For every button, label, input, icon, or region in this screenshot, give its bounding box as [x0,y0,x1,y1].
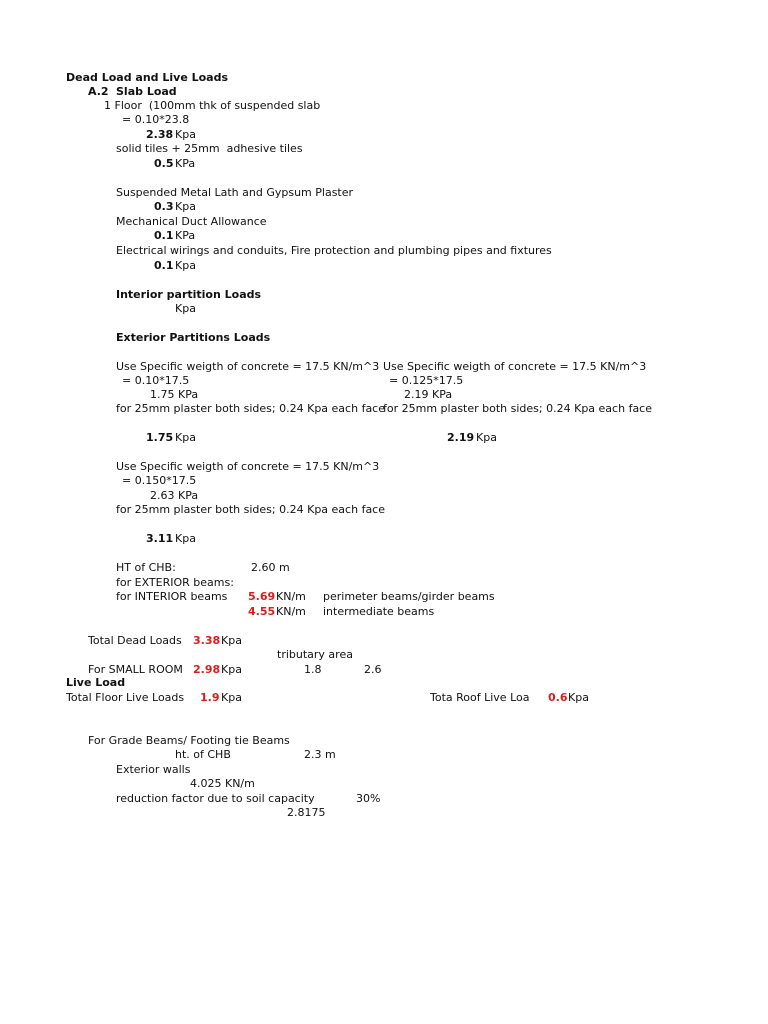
duct-value: 0.1 [154,229,174,242]
interior-unit: Kpa [175,302,196,315]
ext-a-calc: = 0.10*17.5 [122,374,190,387]
tiles-value: 0.5 [154,157,174,170]
reduction-label: reduction factor due to soil capacity [116,792,315,805]
tributary-label: tributary area [277,648,353,661]
ht-chb-value: 2.60 m [251,561,290,574]
floor-calc: = 0.10*23.8 [122,113,190,126]
floor-value: 2.38 [146,128,174,141]
total-dead-value: 3.38 [193,634,221,647]
ext-b-result: 2.19 KPa [404,388,453,401]
reduction-value: 30% [356,792,381,805]
beam-intermediate-desc: intermediate beams [323,605,435,618]
wiring-value: 0.1 [154,259,174,272]
ht-chb-label: HT of CHB: [116,561,176,574]
total-dead-unit: Kpa [221,634,242,647]
beam-perimeter-unit: KN/m [276,590,306,603]
ext-b-total-unit: Kpa [476,431,497,444]
ext-c-plaster: for 25mm plaster both sides; 0.24 Kpa each face [116,503,385,516]
ext-c-result: 2.63 KPa [150,489,199,502]
ht-chb2-label: ht. of CHB [175,748,231,761]
exterior-title: Exterior Partitions Loads [116,331,271,344]
ext-a-total-unit: Kpa [175,431,196,444]
ext-c-total-unit: Kpa [175,532,196,545]
floor-live-value: 1.9 [200,691,220,704]
roof-live-unit: Kpa [568,691,589,704]
interior-beams-label: for INTERIOR beams [116,590,228,603]
ext-c-total: 3.11 [146,532,174,545]
metal-lath-line: Suspended Metal Lath and Gypsum Plaster [116,186,354,199]
tributary-a: 1.8 [304,663,322,676]
exterior-walls-value: 4.025 KN/m [190,777,255,790]
section-title: Slab Load [116,85,177,98]
beam-perimeter-value: 5.69 [248,590,276,603]
total-dead-label: Total Dead Loads [88,634,182,647]
floor-line: 1 Floor (100mm thk of suspended slab [104,99,321,112]
ht-chb2-value: 2.3 m [304,748,336,761]
section-number: A.2 [88,85,109,98]
roof-live-value: 0.6 [548,691,568,704]
wiring-unit: Kpa [175,259,196,272]
beam-intermediate-value: 4.55 [248,605,276,618]
ext-c-calc: = 0.150*17.5 [122,474,197,487]
ext-a-line: Use Specific weigth of concrete = 17.5 KN/m^3 [116,360,380,373]
ext-a-result: 1.75 KPa [150,388,199,401]
duct-line: Mechanical Duct Allowance [116,215,267,228]
grade-beams-label: For Grade Beams/ Footing tie Beams [88,734,290,747]
document-title: Dead Load and Live Loads [66,71,229,84]
metal-lath-unit: Kpa [175,200,196,213]
reduced-value: 2.8175 [287,806,326,819]
beam-intermediate-unit: KN/m [276,605,306,618]
floor-unit: Kpa [175,128,196,141]
small-room-value: 2.98 [193,663,221,676]
exterior-beams-label: for EXTERIOR beams: [116,576,234,589]
ext-b-calc: = 0.125*17.5 [389,374,464,387]
wiring-line: Electrical wirings and conduits, Fire protection and plumbing pipes and fixtures [116,244,552,257]
metal-lath-value: 0.3 [154,200,174,213]
ext-b-plaster: for 25mm plaster both sides; 0.24 Kpa each face [383,402,652,415]
ext-a-plaster: for 25mm plaster both sides; 0.24 Kpa each face [116,402,385,415]
tiles-unit: KPa [175,157,196,170]
ext-b-total: 2.19 [447,431,475,444]
beam-perimeter-desc: perimeter beams/girder beams [323,590,495,603]
exterior-walls-label: Exterior walls [116,763,191,776]
ext-a-total: 1.75 [146,431,174,444]
ext-b-line: Use Specific weigth of concrete = 17.5 KN/m^3 [383,360,647,373]
small-room-unit: Kpa [221,663,242,676]
floor-live-unit: Kpa [221,691,242,704]
tiles-line: solid tiles + 25mm adhesive tiles [116,142,303,155]
small-room-label: For SMALL ROOM [88,663,183,676]
live-load-title: Live Load [66,676,126,689]
interior-title: Interior partition Loads [116,288,262,301]
duct-unit: KPa [175,229,196,242]
ext-c-line: Use Specific weigth of concrete = 17.5 KN/m^3 [116,460,380,473]
roof-live-label: Tota Roof Live Loa [430,691,530,704]
floor-live-label: Total Floor Live Loads [66,691,185,704]
tributary-b: 2.6 [364,663,382,676]
